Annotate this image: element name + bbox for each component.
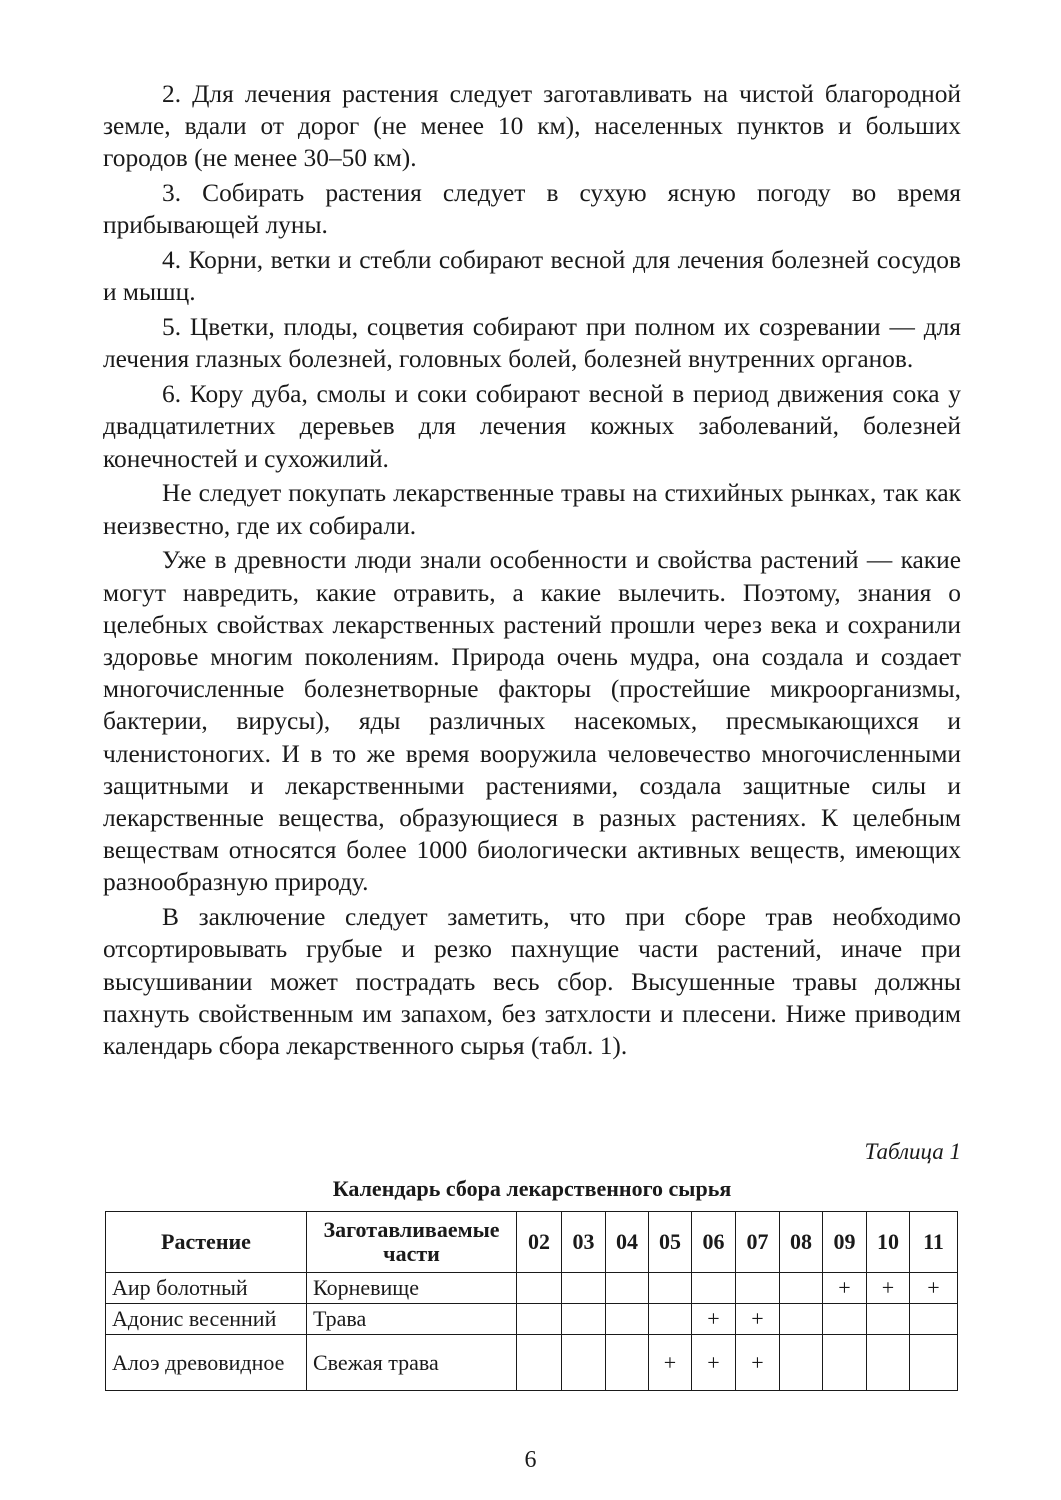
cell-mark [736,1273,780,1304]
header-month: 05 [649,1212,692,1273]
cell-parts: Свежая трава [307,1335,517,1391]
header-month: 11 [910,1212,958,1273]
cell-mark [562,1304,606,1335]
paragraph-rule-2: 2. Для лечения растения следует заготавливать на чистой благородной земле, вдали от дорог (не менее 10 км), населенных пунктов и больших городов (не менее 30–50 км). [103,80,961,173]
header-month: 07 [736,1212,780,1273]
cell-mark: + [649,1335,692,1391]
cell-mark [910,1335,958,1391]
table-row [106,1273,958,1304]
header-month: 02 [517,1212,562,1273]
paragraph-rule-5: 5. Цветки, плоды, соцветия собирают при полном их созревании — для лечения глазных болезней, головных болей, болезней внутренних органов. [103,313,961,374]
cell-plant: Аир болотный [106,1273,307,1304]
paragraph-rule-3: 3. Собирать растения следует в сухую ясную погоду во время прибывающей луны. [103,179,961,240]
cell-mark: + [736,1304,780,1335]
cell-mark: + [867,1273,910,1304]
cell-mark [649,1273,692,1304]
header-month: 03 [562,1212,606,1273]
cell-plant: Адонис весенний [106,1304,307,1335]
paragraph-markets: Не следует покупать лекарственные травы на стихийных рынках, так как неизвестно, где их собирали. [103,479,961,540]
cell-parts: Трава [307,1304,517,1335]
cell-mark [692,1273,736,1304]
cell-mark [649,1304,692,1335]
harvest-calendar-table [105,1211,958,1391]
cell-mark: + [910,1273,958,1304]
cell-mark [517,1304,562,1335]
header-plant: Растение [106,1212,307,1273]
cell-mark [606,1304,649,1335]
page-number: 6 [524,1447,537,1473]
cell-mark [562,1335,606,1391]
paragraph-conclusion: В заключение следует заметить, что при сборе трав необходимо отсортировывать грубые и резко пахнущие части растений, иначе при высушивании может пострадать весь сбор. Высушенные травы должны пахнуть свойственным им запахом, без затхлости и плесени. Ниже приводим календарь сбора лекарственного сырья (табл. 1). [103,903,961,1061]
cell-mark [780,1273,823,1304]
header-month: 10 [867,1212,910,1273]
table-row [106,1335,958,1391]
cell-parts: Корневище [307,1273,517,1304]
paragraph-history: Уже в древности люди знали особенности и свойства растений — какие могут навредить, какие отравить, а какие вылечить. Поэтому, знания о целебных свойствах лекарственных растений прошли через века и сохранили здоровье многим поколениям. Природа очень мудра, она создала и создает многочисленные болезнетворные факторы (простейшие микроорганизмы, бактерии, вирусы), яды различных насекомых, пресмыкающихся и членистоногих. И в то же время вооружила человечество многочисленными защитными и лекарственными растениями, создала защитные силы и лекарственные вещества, образующиеся в разных растениях. К целебным веществам относятся более 1000 биологически активных веществ, имеющих разнообразную природу. [103,546,961,897]
header-month: 06 [692,1212,736,1273]
cell-mark [517,1335,562,1391]
cell-mark [606,1335,649,1391]
cell-mark [823,1304,867,1335]
cell-mark [517,1273,562,1304]
paragraph-rule-4: 4. Корни, ветки и стебли собирают весной для лечения болезней сосудов и мышц. [103,246,961,307]
cell-mark [562,1273,606,1304]
table-label: Таблица 1 [864,1139,961,1164]
cell-mark [910,1304,958,1335]
cell-mark: + [692,1304,736,1335]
header-month: 04 [606,1212,649,1273]
cell-mark: + [736,1335,780,1391]
cell-plant: Алоэ древовидное [106,1335,307,1391]
table-row [106,1304,958,1335]
header-month: 09 [823,1212,867,1273]
cell-mark [867,1335,910,1391]
cell-mark [606,1273,649,1304]
cell-mark: + [823,1273,867,1304]
cell-mark [780,1304,823,1335]
cell-mark: + [692,1335,736,1391]
cell-mark [867,1304,910,1335]
cell-mark [823,1335,867,1391]
table-header-row [106,1212,958,1273]
header-month: 08 [780,1212,823,1273]
table-title: Календарь сбора лекарственного сырья [332,1176,732,1201]
header-parts: Заготавливаемые части [307,1212,517,1273]
paragraph-rule-6: 6. Кору дуба, смолы и соки собирают весной в период движения сока у двадцатилетних деревьев для лечения кожных заболеваний, болезней конечностей и сухожилий. [103,380,961,473]
cell-mark [780,1335,823,1391]
body-text [103,78,961,1065]
